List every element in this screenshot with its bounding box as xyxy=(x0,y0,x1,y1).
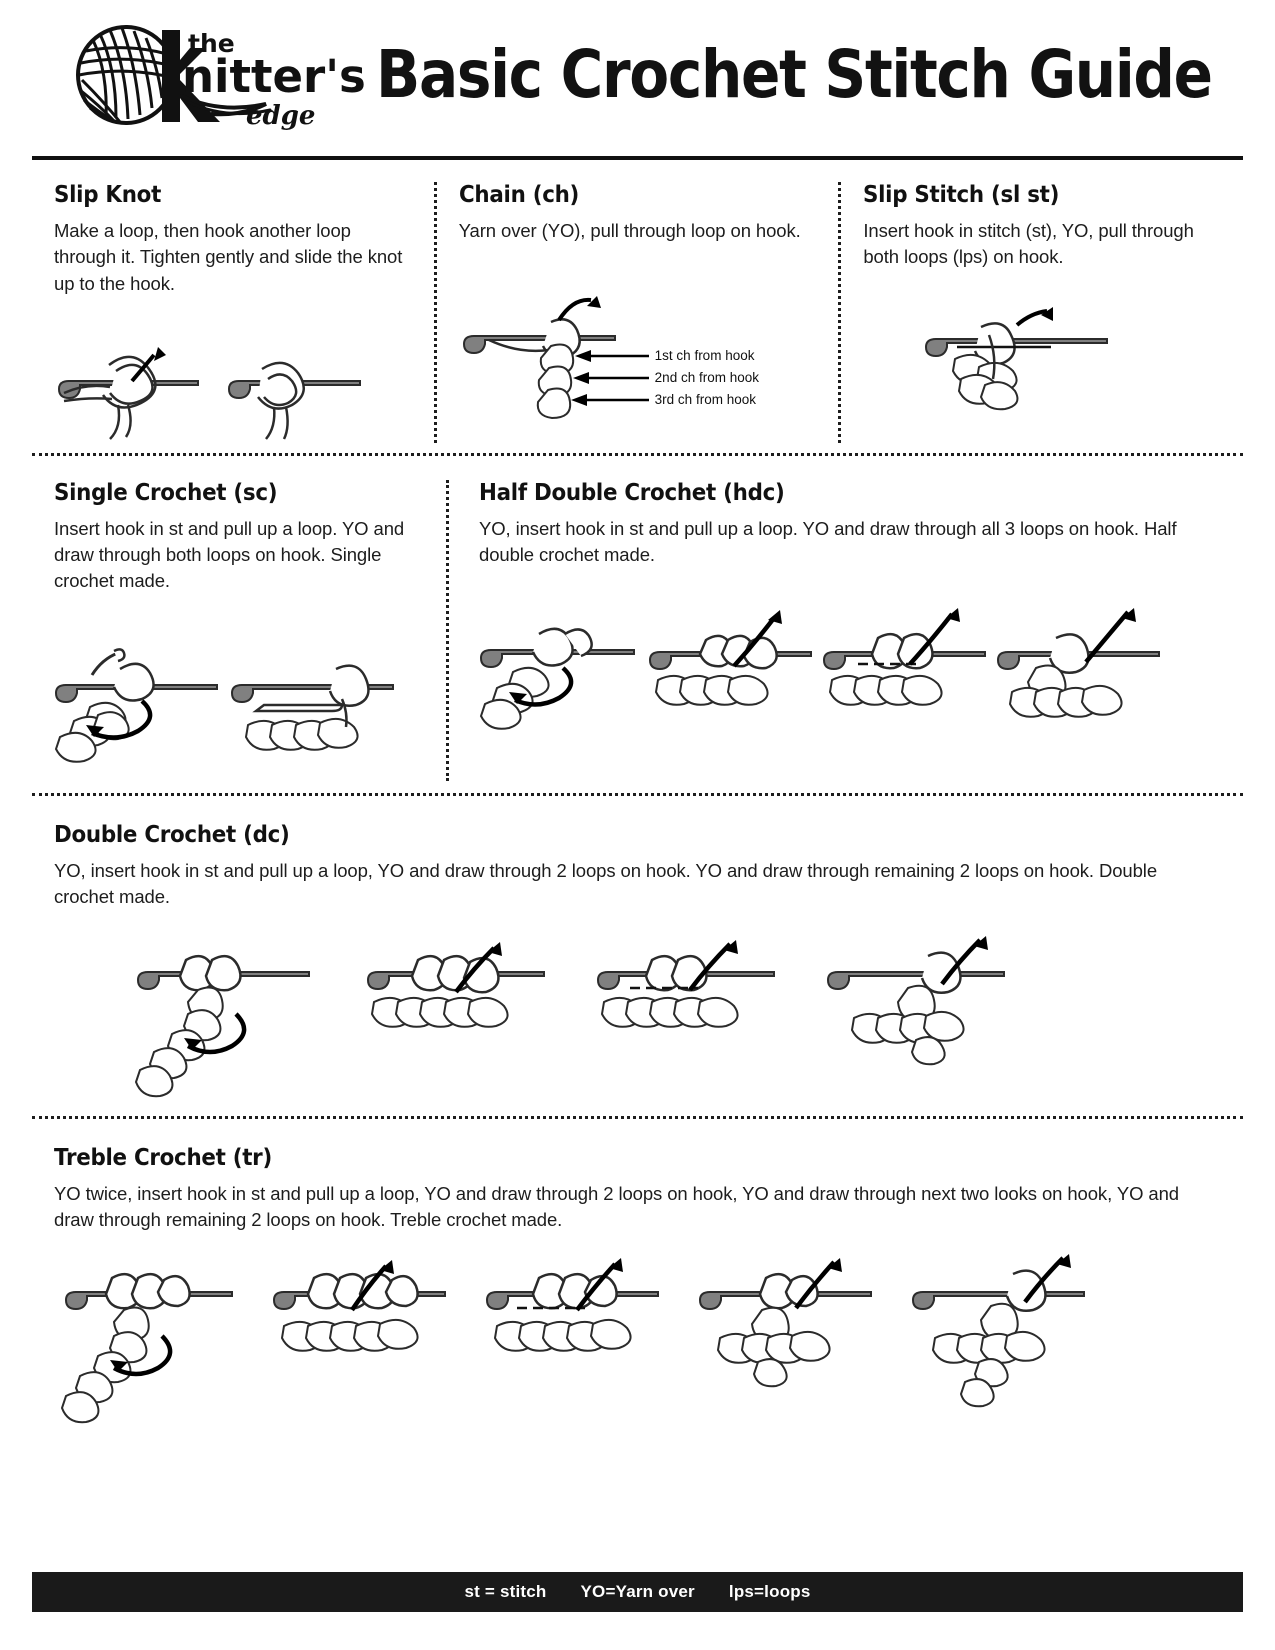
chain-callout-2: 2nd ch from hook xyxy=(654,370,759,386)
section-title: Half Double Crochet (hdc) xyxy=(479,479,785,506)
chain-callout-3: 3rd ch from hook xyxy=(654,392,756,408)
section-body: YO twice, insert hook in st and pull up a loop, YO and draw through 2 loops on hook, YO and draw through next two looks on hook, YO and draw through remaining 2 loops on hook. Treble crochet made. xyxy=(54,1183,1179,1231)
legend-yo: YO=Yarn over xyxy=(580,1582,695,1601)
tr-step-2 xyxy=(270,1266,465,1436)
tr-step-4 xyxy=(696,1266,891,1436)
section-half-double-crochet xyxy=(446,480,1243,781)
sc-step-1 xyxy=(54,641,224,781)
chain-diagram xyxy=(459,294,813,414)
section-chain xyxy=(434,182,839,443)
dc-step-4 xyxy=(824,946,1024,1106)
legend-st: st = stitch xyxy=(464,1582,547,1601)
hdc-step-4 xyxy=(996,608,1166,748)
section-title: Chain (ch) xyxy=(458,182,579,208)
row-basics xyxy=(32,160,1243,453)
page-header xyxy=(32,0,1243,150)
section-slip-knot xyxy=(32,182,434,443)
section-treble-crochet xyxy=(32,1119,1243,1446)
hdc-step-1 xyxy=(479,608,644,748)
section-body: Make a loop, then hook another loop through it. Tighten gently and slide the knot up to the hook. xyxy=(54,220,403,294)
slip-knot-step-1 xyxy=(54,323,214,443)
section-title: Slip Stitch (sl st) xyxy=(863,182,1060,208)
page-title: Basic Crochet Stitch Guide xyxy=(376,36,1212,113)
hdc-step-2 xyxy=(648,608,818,748)
dc-step-2 xyxy=(364,946,564,1106)
chain-callout-1: 1st ch from hook xyxy=(654,348,755,364)
single-crochet-diagrams xyxy=(54,641,426,781)
section-body: YO, insert hook in st and pull up a loop, YO and draw through 2 loops on hook. YO and draw through remaining 2 loops on hook. Double crochet made. xyxy=(54,859,1158,907)
hdc-diagrams xyxy=(479,608,1233,748)
dc-step-3 xyxy=(594,946,794,1106)
slip-stitch-diagram xyxy=(921,305,1217,435)
logo-word-knitters: nitter's xyxy=(182,49,366,103)
logo-word-the: the xyxy=(188,28,235,58)
section-single-crochet xyxy=(32,480,446,781)
tr-step-3 xyxy=(483,1266,678,1436)
section-body: Insert hook in st and pull up a loop. YO and draw through both loops on hook. Single crochet made. xyxy=(54,517,405,592)
knitters-edge-logo xyxy=(70,18,366,133)
hdc-step-3 xyxy=(822,608,992,748)
tr-step-5 xyxy=(909,1266,1104,1436)
footer-legend-bar xyxy=(32,1572,1243,1612)
section-title: Double Crochet (dc) xyxy=(54,821,290,848)
section-body: Yarn over (YO), pull through loop on hook. xyxy=(458,220,801,241)
dc-diagrams xyxy=(54,946,1221,1106)
section-double-crochet xyxy=(32,796,1243,1117)
legend-lps: lps=loops xyxy=(728,1582,811,1601)
section-title: Single Crochet (sc) xyxy=(54,479,278,506)
sc-step-2 xyxy=(230,641,400,781)
slip-knot-diagrams xyxy=(54,323,408,443)
section-slip-stitch xyxy=(838,182,1243,443)
section-body: YO, insert hook in st and pull up a loop. YO and draw through all 3 loops on hook. Half double crochet made. xyxy=(479,517,1177,566)
dc-step-1 xyxy=(134,946,334,1106)
logo-word-edge: edge xyxy=(246,100,316,131)
section-title: Slip Knot xyxy=(54,182,162,208)
logo-artwork xyxy=(70,18,366,133)
tr-step-1 xyxy=(62,1266,252,1436)
tr-diagrams xyxy=(54,1266,1221,1436)
yarn-ball-icon xyxy=(78,27,174,123)
slip-knot-step-2 xyxy=(224,323,374,443)
row-sc-hdc xyxy=(32,456,1243,793)
section-title: Treble Crochet (tr) xyxy=(54,1145,272,1172)
section-body: Insert hook in stitch (st), YO, pull through both loops (lps) on hook. xyxy=(863,220,1194,268)
